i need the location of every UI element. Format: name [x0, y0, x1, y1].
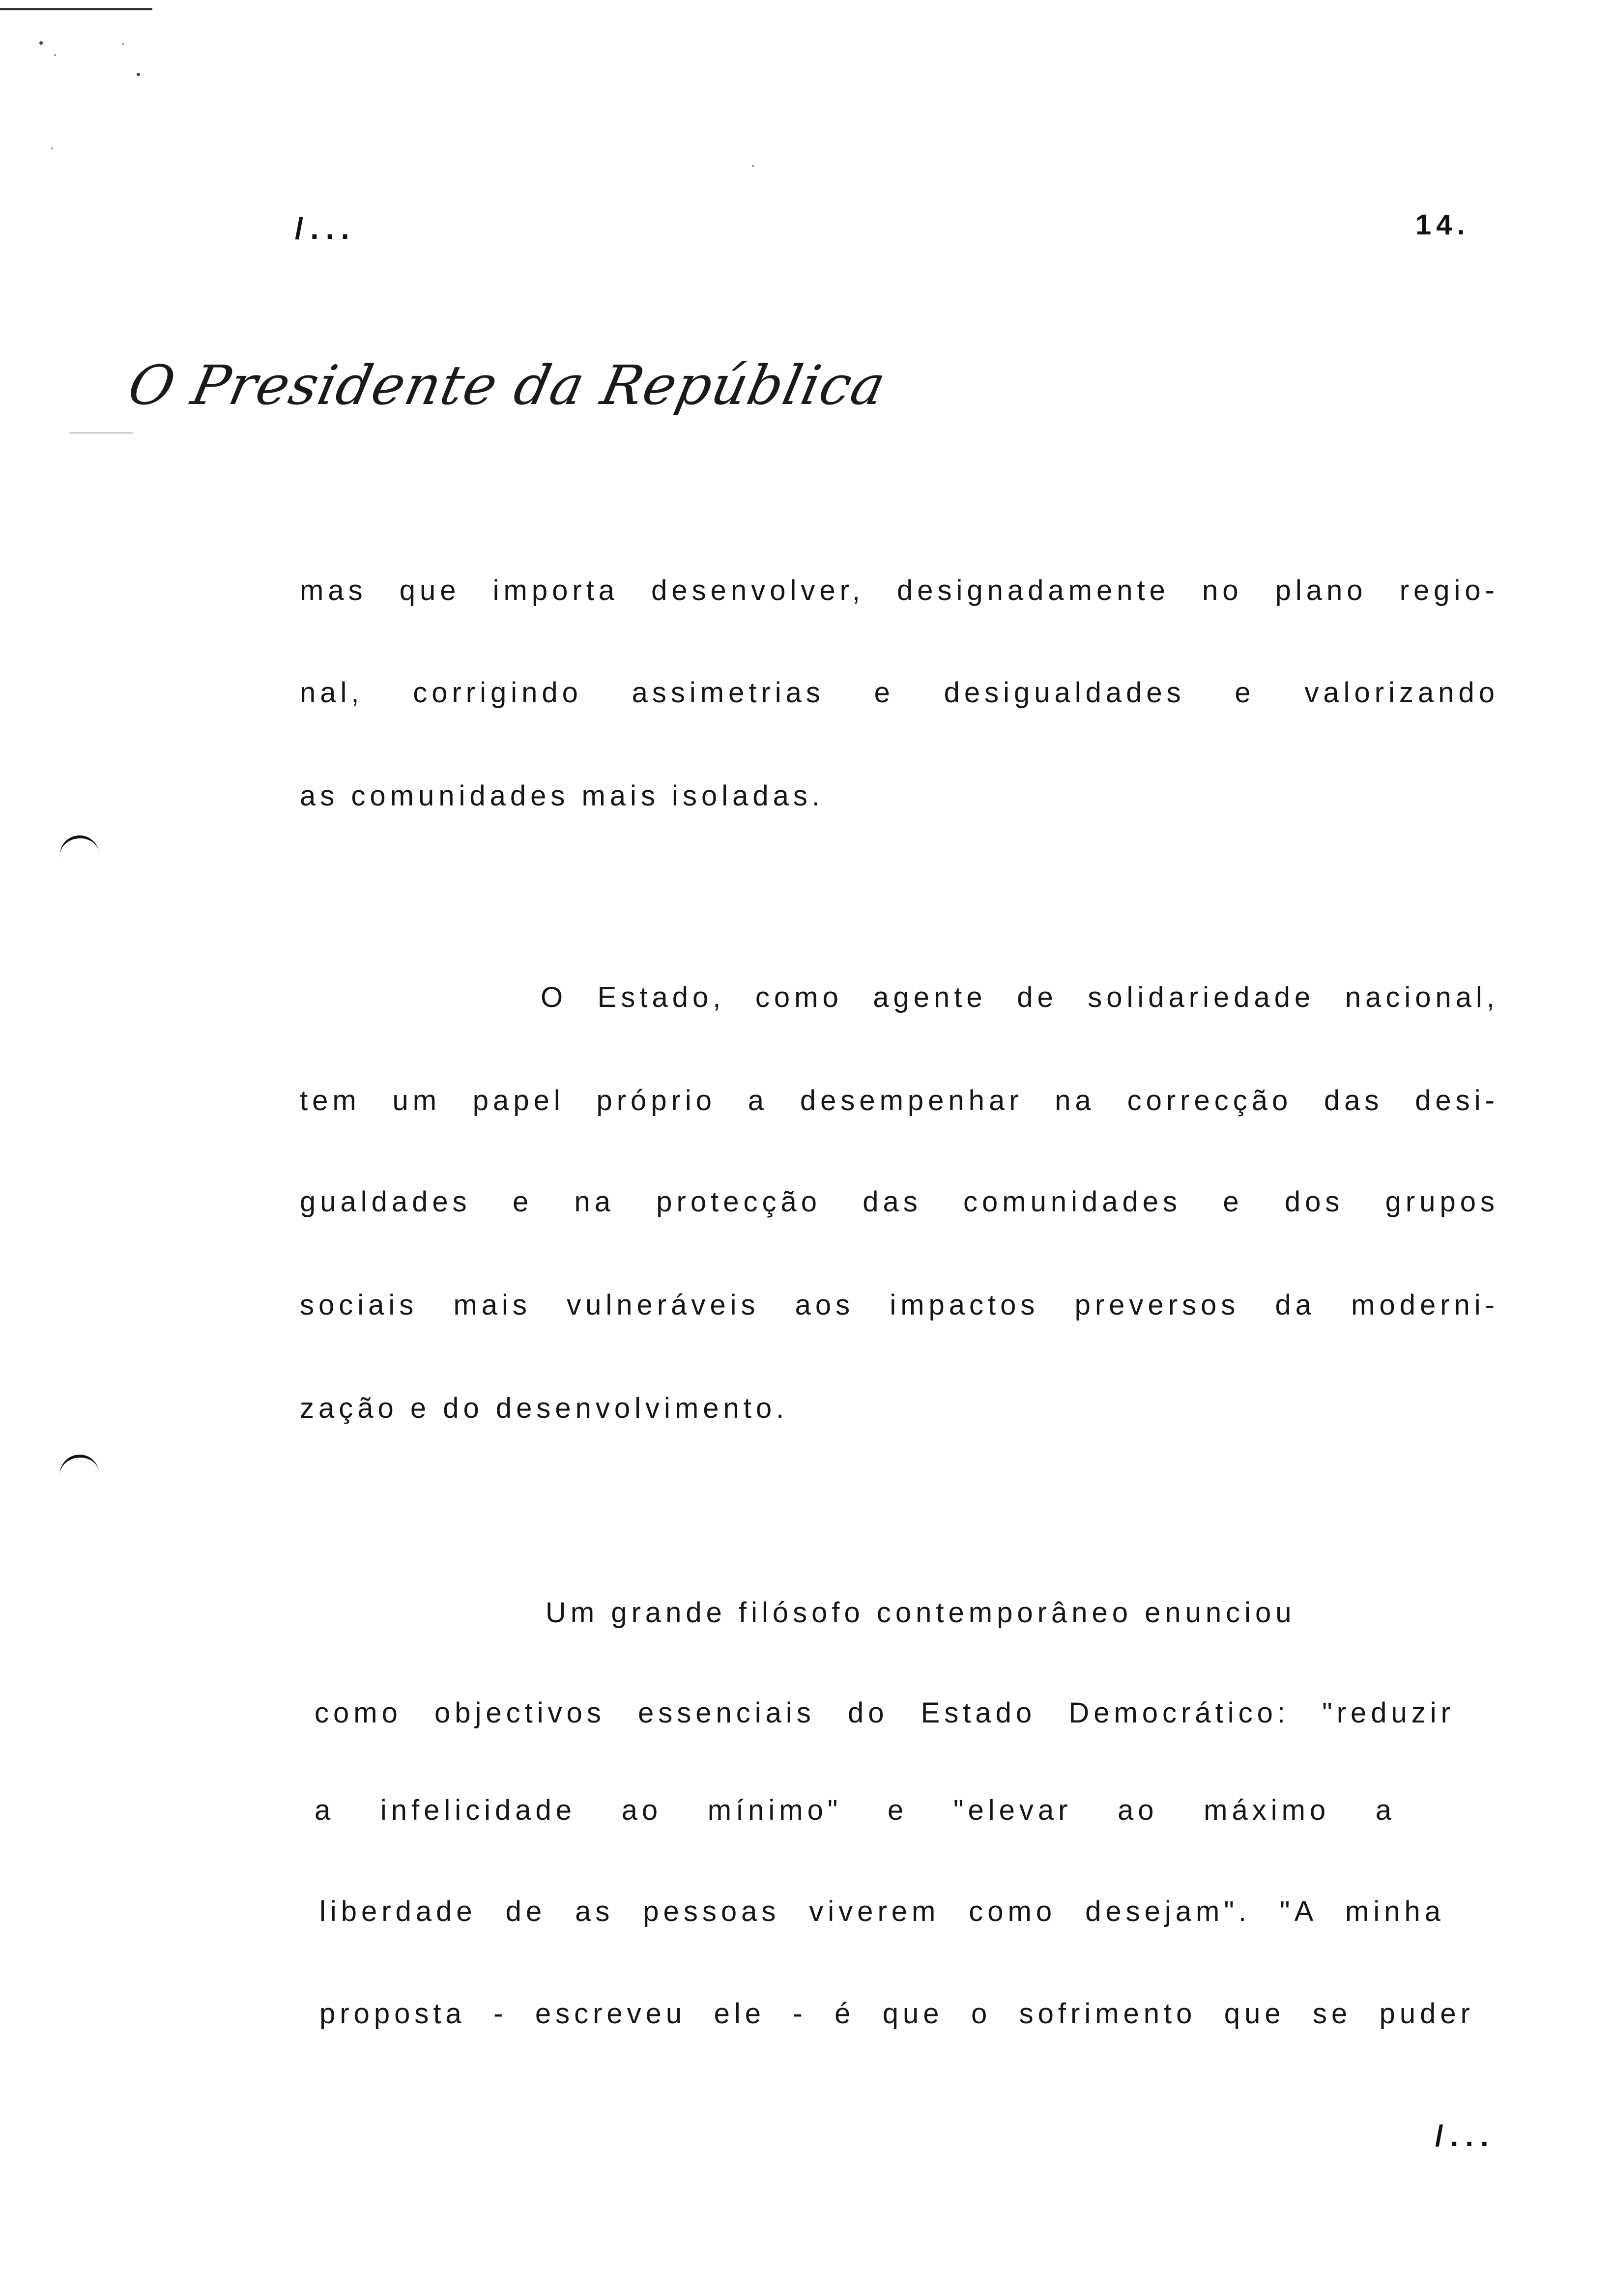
paragraph-3-line-3: a infelicidade ao mínimo" e "elevar ao máximo a: [315, 1794, 1396, 1826]
footer-continuation-marker: /...: [1435, 2120, 1496, 2152]
paragraph-3-line-5: proposta - escreveu ele - é que o sofrimento que se puder: [319, 1998, 1474, 2030]
paragraph-3-line-4: liberdade de as pessoas viverem como desejam". "A minha: [319, 1895, 1445, 1927]
paragraph-2-line-4: sociais mais vulneráveis aos impactos preversos da moderni-: [300, 1289, 1499, 1321]
paragraph-2-line-2: tem um papel próprio a desempenhar na correcção das desi-: [300, 1085, 1499, 1117]
paragraph-1-line-3: as comunidades mais isoladas.: [300, 780, 824, 812]
scan-speck: [51, 147, 53, 149]
paragraph-1-line-2: nal, corrigindo assimetrias e desigualdades e valorizando: [300, 677, 1499, 709]
letterhead-rule: [69, 432, 133, 433]
paragraph-3-line-1: Um grande filósofo contemporâneo enunciou: [546, 1597, 1296, 1629]
paragraph-2-line-5: zação e do desenvolvimento.: [300, 1392, 789, 1424]
page-number: 14.: [1415, 209, 1470, 241]
scan-speck: [752, 165, 754, 167]
letterhead-title: O Presidente da República: [123, 354, 892, 417]
scan-speck: [39, 41, 43, 45]
paragraph-2-line-3: gualdades e na protecção das comunidades e dos grupos: [300, 1186, 1499, 1218]
scan-speck: [137, 73, 140, 76]
margin-punch-mark: [58, 1453, 99, 1479]
top-edge-rule: [0, 8, 152, 10]
header-continuation-marker: /...: [295, 212, 356, 246]
paragraph-1-line-1: mas que importa desenvolver, designadamente no plano regio-: [300, 574, 1499, 606]
scan-speck: [54, 54, 56, 56]
paragraph-2-line-1: O Estado, como agente de solidariedade nacional,: [541, 981, 1499, 1013]
scan-speck: [122, 43, 124, 45]
paragraph-3-line-2: como objectivos essenciais do Estado Democrático: "reduzir: [315, 1697, 1455, 1729]
margin-punch-mark: [58, 833, 99, 860]
